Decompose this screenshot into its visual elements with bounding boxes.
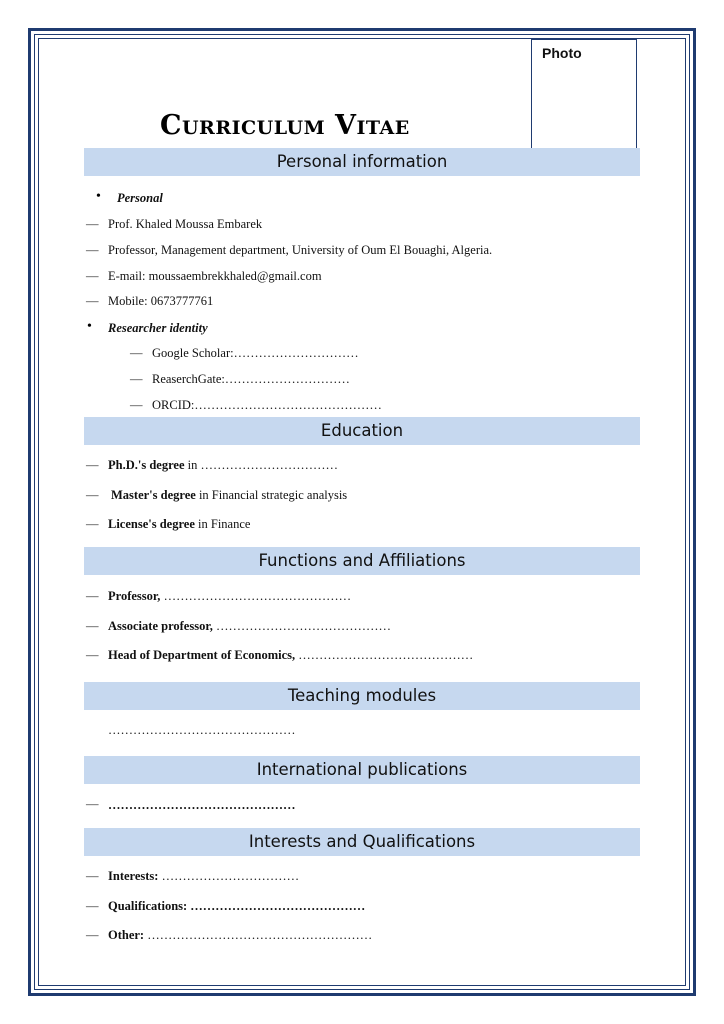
education-phd-value: in …………………………… xyxy=(184,458,338,472)
dash-marker: — xyxy=(86,648,99,662)
dash-marker: — xyxy=(86,458,99,472)
dash-marker: — xyxy=(130,372,143,386)
other-value: ……………………………………………… xyxy=(144,928,373,942)
dash-marker: — xyxy=(86,217,99,231)
researcher-identity-heading: Researcher identity xyxy=(108,321,208,335)
dash-marker: — xyxy=(86,928,99,942)
other-label: Other: xyxy=(108,928,145,942)
education-master-value: in Financial strategic analysis xyxy=(195,488,348,502)
function-associate-value: …………………………………… xyxy=(212,619,391,633)
teaching-placeholder: ……………………………………… xyxy=(108,723,296,737)
personal-heading: Personal xyxy=(117,191,163,205)
personal-email: E-mail: moussaembrekkhaled@gmail.com xyxy=(108,269,322,283)
document-title: Curriculum Vitae xyxy=(160,110,410,141)
bullet-marker: • xyxy=(87,319,92,334)
education-master-label: Master's degree xyxy=(111,488,196,502)
qualifications-label: Qualifications: xyxy=(108,899,188,913)
publications-placeholder: ……………………………………… xyxy=(108,798,296,812)
education-master xyxy=(111,487,347,503)
dash-marker: — xyxy=(86,797,99,811)
photo-label: Photo xyxy=(542,45,582,61)
section-international-publications: International publications xyxy=(84,756,640,784)
dash-marker: — xyxy=(86,869,99,883)
section-personal-information: Personal information xyxy=(84,148,640,176)
section-interests-qualifications: Interests and Qualifications xyxy=(84,828,640,856)
personal-name: Prof. Khaled Moussa Embarek xyxy=(108,217,263,231)
interests-label: Interests: xyxy=(108,869,159,883)
dash-marker: — xyxy=(86,589,99,603)
researcher-researchgate: ReaserchGate:………………………… xyxy=(152,372,350,386)
personal-mobile: Mobile: 0673777761 xyxy=(108,294,214,308)
dash-marker: — xyxy=(130,346,143,360)
qualifications-row xyxy=(108,898,365,914)
education-license-label: License's degree xyxy=(108,517,195,531)
researcher-google-scholar: Google Scholar:………………………… xyxy=(152,346,359,360)
education-phd xyxy=(108,457,338,473)
dash-marker: — xyxy=(86,517,99,531)
dash-marker: — xyxy=(86,619,99,633)
function-professor xyxy=(108,588,351,604)
function-professor-value: ……………………………………… xyxy=(160,589,352,603)
dash-marker: — xyxy=(86,243,99,257)
dash-marker: — xyxy=(86,269,99,283)
function-head-label: Head of Department of Economics, xyxy=(108,648,296,662)
section-education: Education xyxy=(84,417,640,445)
qualifications-value: …………………………………… xyxy=(187,899,366,913)
researcher-orcid: ORCID:……………………………………… xyxy=(152,398,382,412)
function-professor-label: Professor, xyxy=(108,589,161,603)
education-license xyxy=(108,516,250,532)
personal-position: Professor, Management department, University of Oum El Bouaghi, Algeria. xyxy=(108,243,493,257)
dash-marker: — xyxy=(86,488,99,502)
function-head-department xyxy=(108,647,473,663)
other-row xyxy=(108,927,372,943)
section-teaching-modules: Teaching modules xyxy=(84,682,640,710)
dash-marker: — xyxy=(86,294,99,308)
bullet-marker: • xyxy=(96,189,101,204)
photo-box xyxy=(531,39,637,150)
dash-marker: — xyxy=(86,899,99,913)
education-phd-label: Ph.D.'s degree xyxy=(108,458,185,472)
function-head-value: …………………………………… xyxy=(295,648,474,662)
interests-row xyxy=(108,868,299,884)
interests-value: …………………………… xyxy=(158,869,300,883)
function-associate-professor xyxy=(108,618,391,634)
dash-marker: — xyxy=(130,398,143,412)
function-associate-label: Associate professor, xyxy=(108,619,213,633)
education-license-value: in Finance xyxy=(194,517,251,531)
section-functions-affiliations: Functions and Affiliations xyxy=(84,547,640,575)
